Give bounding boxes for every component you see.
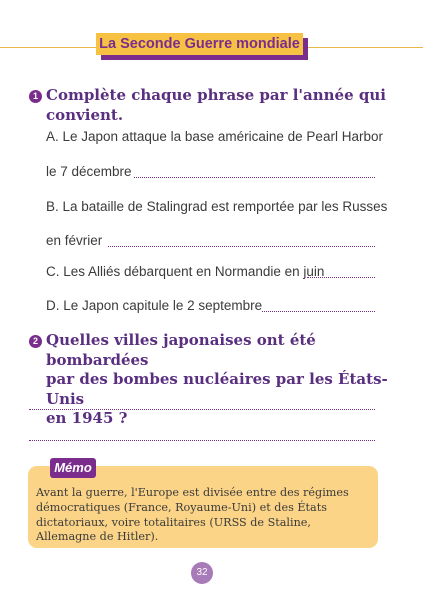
answer-blank-q2-line-2[interactable] [29, 440, 375, 441]
question-1-sentence-a: A. Le Japon attaque la base américaine de Pearl Harbor [46, 129, 383, 144]
question-1-title-line-1: Complète chaque phrase par l'année qui [46, 86, 386, 104]
memo-label: Mémo [50, 458, 96, 478]
question-2-number-badge: 2 [29, 335, 42, 348]
memo-text-line-2: démocratiques (France, Royaume-Uni) et des États [36, 500, 327, 514]
question-1-sentence-d: D. Le Japon capitule le 2 septembre [46, 298, 263, 313]
chapter-title: La Seconde Guerre mondiale [96, 33, 303, 55]
memo-text-line-1: Avant la guerre, l'Europe est divisée entre des régimes [36, 486, 349, 499]
question-2-title [46, 331, 423, 429]
question-1-sentence-c: C. Les Alliés débarquent en Normandie en juin [46, 264, 325, 279]
question-1-number-badge: 1 [29, 90, 42, 103]
question-1-sentence-b: B. La bataille de Stalingrad est remportée par les Russes [46, 199, 388, 214]
answer-blank-d[interactable] [262, 311, 375, 312]
answer-blank-b[interactable] [108, 246, 375, 247]
memo-text-line-4: Allemagne de Hitler). [36, 530, 159, 544]
question-1-title-line-2: convient. [46, 105, 124, 124]
question-1-sentence-a-end: le 7 décembre [46, 164, 132, 179]
answer-blank-c[interactable] [307, 277, 375, 278]
memo-text [36, 486, 371, 545]
question-2-title-line-2: par des bombes nucléaires par les États-Unis [46, 370, 388, 408]
answer-blank-a[interactable] [134, 177, 375, 178]
memo-text-line-3: dictatoriaux, voire totalitaires (URSS de Staline, [36, 515, 311, 529]
page-number: 32 [191, 562, 213, 584]
question-1-sentence-b-end: en février [46, 233, 103, 248]
question-1-title [46, 86, 386, 125]
answer-blank-q2-line-1[interactable] [29, 409, 375, 410]
chapter-title-banner [96, 33, 308, 59]
question-2-title-line-3: en 1945 ? [46, 409, 128, 427]
question-2-title-line-1: Quelles villes japonaises ont été bombardées [46, 331, 316, 369]
